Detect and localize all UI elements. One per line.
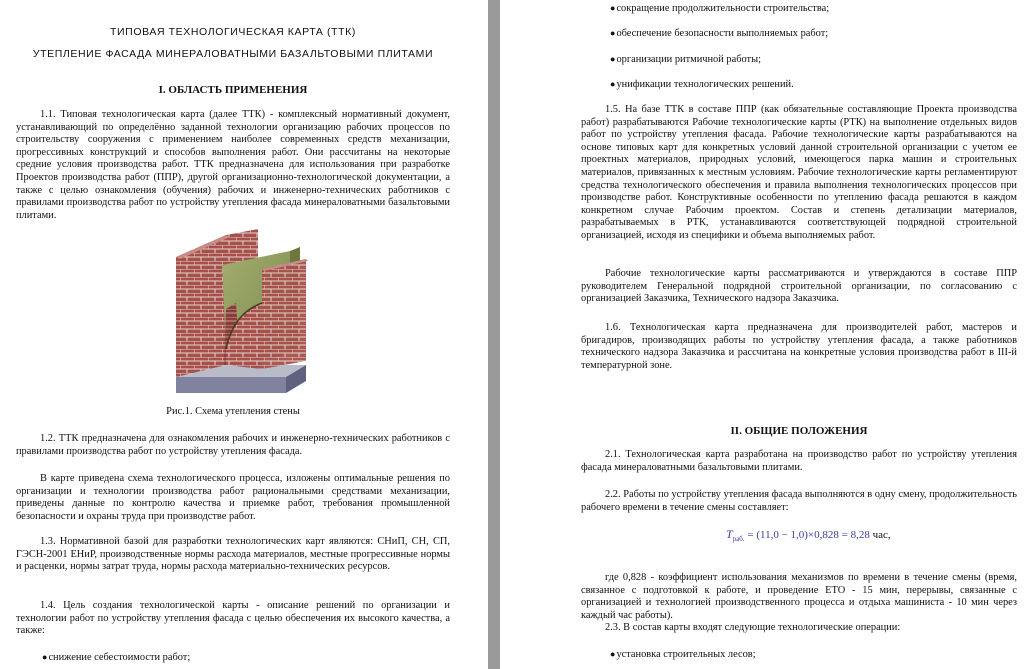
section-heading-1: I. ОБЛАСТЬ ПРИМЕНЕНИЯ bbox=[158, 84, 308, 96]
list-item: ●сокращение продолжительности строительства; bbox=[610, 3, 830, 14]
paragraph-2-3: 2.3. В состав карты входят следующие технологические операции: bbox=[605, 622, 901, 633]
list-item: ●унификации технологических решений. bbox=[610, 79, 794, 90]
paragraph-2-2: 2.2. Работы по устройству утепления фасада выполняются в одну смену, продолжительность рабочего времени в течение смены составляет: bbox=[581, 489, 1017, 513]
right-page bbox=[500, 0, 1031, 669]
bullet-icon: ● bbox=[610, 54, 616, 64]
bullet-icon: ● bbox=[610, 649, 616, 659]
list-item: ●снижение себестоимости работ; bbox=[42, 652, 191, 663]
paragraph-1-5: 1.5. На базе ТТК в составе ППР (как обязательные составляющие Проекта производства работ) разрабатываются Рабочие технологические карты (РТК) на выполнение отдельных видов работ по устройству утепления фасада. Рабочие технологические карты разрабатываются на основе типовых карт для конкретных условий данной строительной организации с учетом ее проектных материалов, природных условий, имеющегося парка машин и строительных материалов, привязанных к местным условиям. Рабочие технологические карты регламентируют средства технологического обеспечения и правила выполнения технологических процессов при производстве работ. Конструктивные особенности по утеплению фасада решаются в каждом конкретном случае Рабочим проектом. Состав и степень детализации материалов, разрабатываемых в РТК, устанавливаются соответствующей подрядной строительной организацией, исходя из специфики и объема выполняемых работ. bbox=[581, 104, 1017, 241]
list-item: ●организации ритмичной работы; bbox=[610, 54, 761, 65]
work-time-formula: $T_{раб.} = (11,0 - 1,0)\times 0,828 = 8,28$ час, bbox=[726, 527, 891, 544]
paragraph-coefficient: где 0,828 - коэффициент использования механизмов по времени в течение смены (время, связанное с подготовкой к работе, и проведение ЕТО - 15 мин, перерывы, связанные с организацией и технологией производственного процесса и отдыха машиниста - 10 мин через каждый час работы). bbox=[581, 572, 1017, 621]
list-item: ●обеспечение безопасности выполняемых работ; bbox=[610, 28, 829, 39]
figure-caption: Рис.1. Схема утепления стены bbox=[166, 406, 300, 417]
bullet-icon: ● bbox=[610, 3, 616, 13]
paragraph-1-4: 1.4. Цель создания технологической карты - описание решений по организации и технологии работ по устройству утепления фасада с целью обеспечения их высокого качества, а также: bbox=[16, 600, 450, 637]
left-page bbox=[0, 0, 486, 669]
page-gutter bbox=[488, 0, 500, 669]
paragraph-rtk: Рабочие технологические карты рассматриваются и утверждаются в составе ППР руководителем Генеральной подрядной строительной организации, по согласованию с организацией Заказчика, Технического надзора Заказчика. bbox=[581, 268, 1017, 305]
document-title: ТИПОВАЯ ТЕХНОЛОГИЧЕСКАЯ КАРТА (ТТК) bbox=[110, 26, 356, 38]
paragraph-1-1: 1.1. Типовая технологическая карта (далее ТТК) - комплексный нормативный документ, устанавливающий по определённо заданной технологии организацию рабочих процессов по строительству сооружения с применением наиболее современных средств механизации, прогрессивных конструкций и способов выполнения работ. Они рассчитаны на некоторые средние условия производства работ. ТТК предназначена для использования при разработке Проектов производства работ (ППР), другой организационно-технологической документации, а также с целью ознакомления (обучения) рабочих и инженерно-технических работников с правилами производства работ по устройству утепления фасада минераловатными базальтовыми плитами. bbox=[16, 109, 450, 221]
document-subtitle: УТЕПЛЕНИЕ ФАСАДА МИНЕРАЛОВАТНЫМИ БАЗАЛЬТОВЫМИ ПЛИТАМИ bbox=[32, 48, 434, 60]
bullet-icon: ● bbox=[42, 652, 48, 662]
paragraph-1-2: 1.2. ТТК предназначена для ознакомления рабочих и инженерно-технических работников с правилами производства работ по устройству утепления фасада. bbox=[16, 433, 450, 457]
bullet-icon: ● bbox=[610, 79, 616, 89]
paragraph-karta: В карте приведена схема технологического процесса, изложены оптимальные решения по организации и технологии производства работ рациональными средствами механизации, приведены данные по контролю качества и приемке работ, требования промышленной безопасности и охраны труда при производстве работ. bbox=[16, 473, 450, 522]
wall-insulation-figure bbox=[166, 229, 314, 405]
section-heading-2: II. ОБЩИЕ ПОЛОЖЕНИЯ bbox=[730, 425, 868, 437]
paragraph-1-3: 1.3. Нормативной базой для разработки технологических карт являются: СНиП, СН, СП, ГЭСН-2001 ЕНиР, производственные нормы расхода материалов, местные прогрессивные нормы и расценки, нормы затрат труда, нормы расхода материально-технических ресурсов. bbox=[16, 536, 450, 573]
list-item: ●установка строительных лесов; bbox=[610, 649, 756, 660]
paragraph-2-1: 2.1. Технологическая карта разработана на производство работ по устройству утепления фасада минераловатными базальтовыми плитами. bbox=[581, 449, 1017, 473]
bullet-icon: ● bbox=[610, 28, 616, 38]
paragraph-1-6: 1.6. Технологическая карта предназначена для производителей работ, мастеров и бригадиров, производящих работы по устройству утепления фасада, а также работников технического надзора Заказчика и рассчитана на конкретные условия производства работ в III-й температурной зоне. bbox=[581, 322, 1017, 371]
